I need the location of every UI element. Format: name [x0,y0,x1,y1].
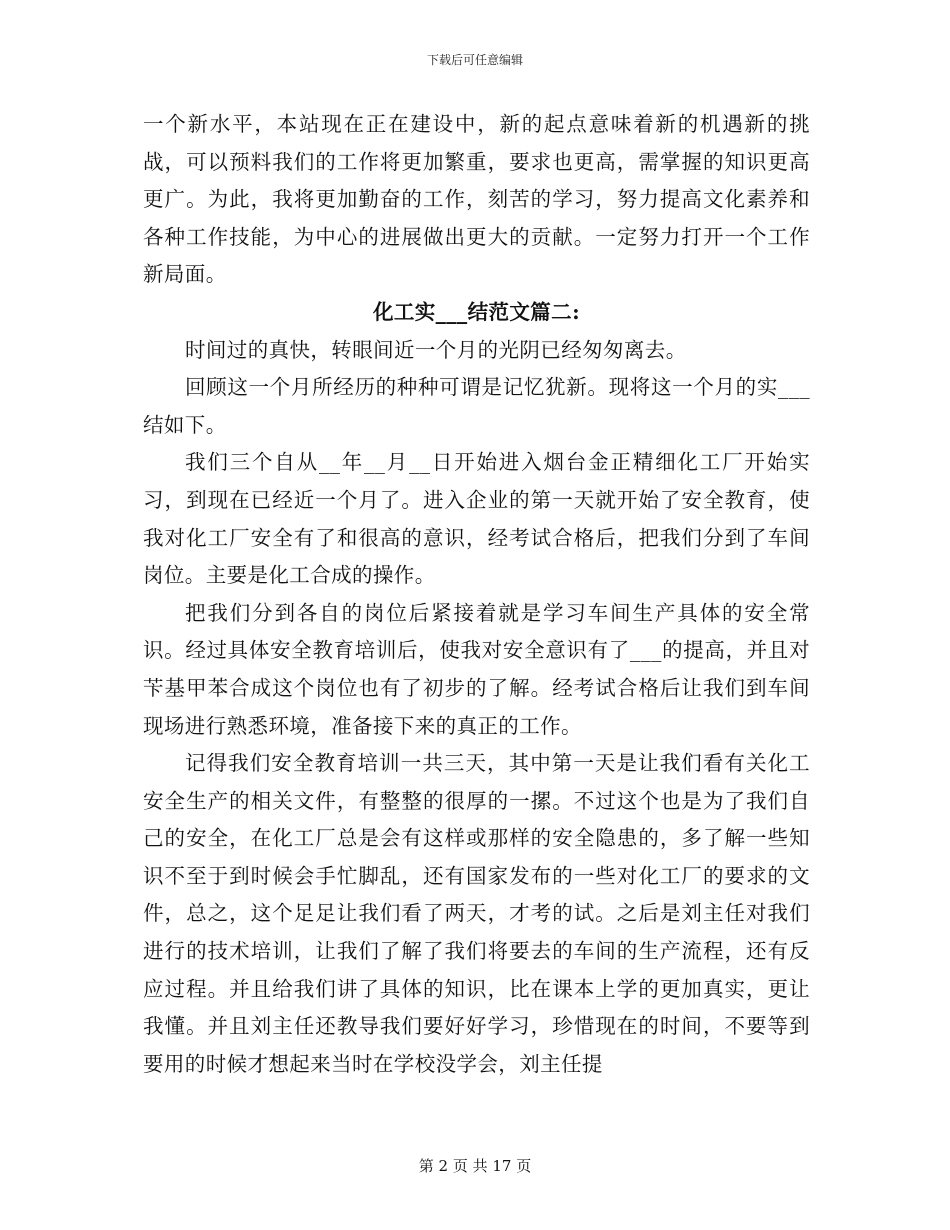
body-paragraph-3: 我们三个自从__年__月__日开始进入烟台金正精细化工厂开始实习，到现在已经近一个月了。进入企业的第一天就开始了安全教育，使我对化工厂安全有了和很高的意识，经考试合格后，把我们分到了车间岗位。主要是化工合成的操作。 [143,450,810,588]
body-paragraph-4: 把我们分到各自的岗位后紧接着就是学习车间生产具体的安全常识。经过具体安全教育培训后，使我对安全意识有了___的提高，并且对苄基甲苯合成这个岗位也有了初步的了解。经考试合格后让我们到车间现场进行熟悉环境，准备接下来的真正的工作。 [143,600,810,738]
continuation-paragraph: 一个新水平，本站现在正在建设中，新的起点意味着新的机遇新的挑战，可以预料我们的工作将更加繁重，要求也更高，需掌握的知识更高更广。为此，我将更加勤奋的工作，刻苦的学习，努力提高文化素养和各种工作技能，为中心的进展做出更大的贡献。一定努力打开一个工作新局面。 [143,112,810,287]
body-paragraph-1: 时间过的真快，转眼间近一个月的光阴已经匆匆离去。 [185,337,687,362]
section-title: 化工实___结范文篇二: [372,299,581,324]
body-paragraph-2: 回顾这一个月所经历的种种可谓是记忆犹新。现将这一个月的实___结如下。 [143,375,810,437]
body-paragraph-5: 记得我们安全教育培训一共三天，其中第一天是让我们看有关化工安全生产的相关文件，有整整的很厚的一摞。不过这个也是为了我们自己的安全，在化工厂总是会有这样或那样的安全隐患的，多了解一些知识不至于到时候会手忙脚乱，还有国家发布的一些对化工厂的要求的文件，总之，这个足足让我们看了两天，才考的试。之后是刘主任对我们进行的技术培训，让我们了解了我们将要去的车间的生产流程，还有反应过程。并且给我们讲了具体的知识，比在课本上学的更加真实，更让我懂。并且刘主任还教导我们要好好学习，珍惜现在的时间，不要等到要用的时候才想起来当时在学校没学会，刘主任提 [143,751,810,1076]
document-body [143,106,810,1083]
page-header-note: 下载后可任意编辑 [426,53,523,67]
page-number: 第 2 页 共 17 页 [418,1157,532,1175]
